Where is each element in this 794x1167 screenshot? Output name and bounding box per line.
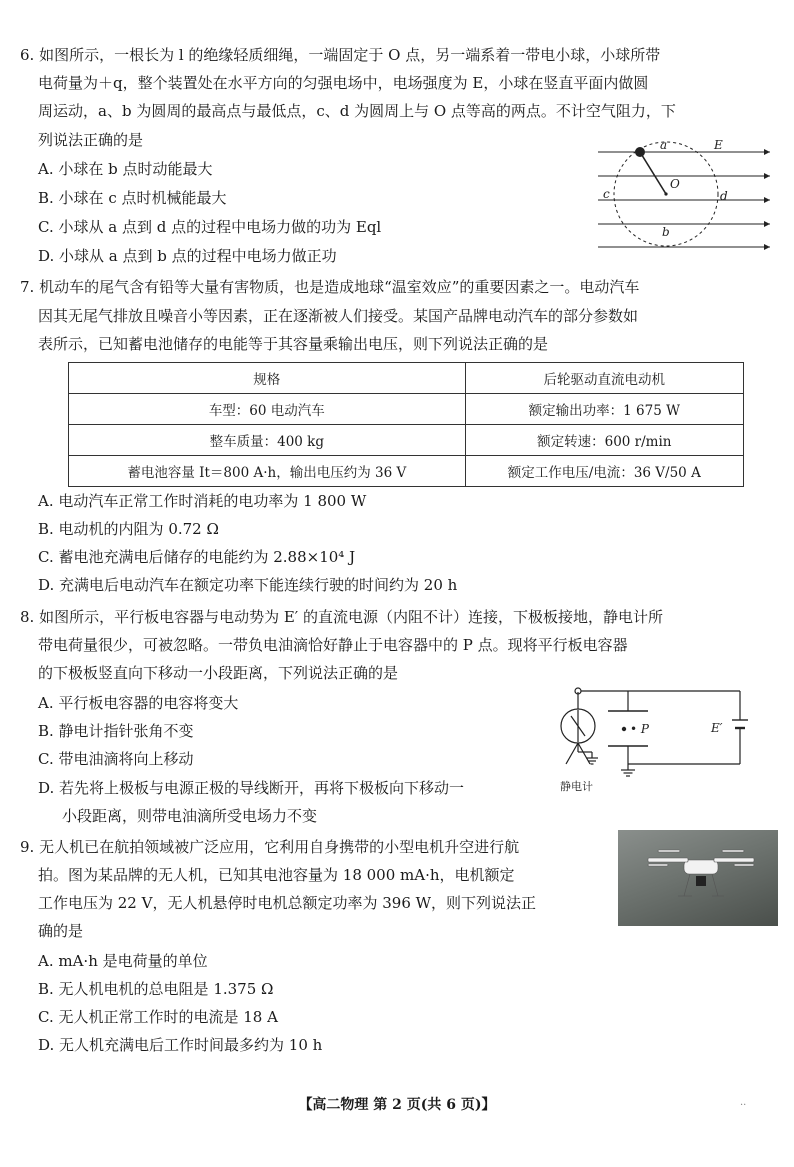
table-header-cell: 规格 [69,363,466,394]
q7-line-2: 因其无尾气排放且噪音小等因素，正在逐渐被人们接受。某国产品牌电动汽车的部分参数如 [38,307,639,325]
q8-line-3: 的下极板竖直向下移动一小段距离，下列说法正确的是 [38,664,399,682]
q9-option-d: D. 无人机充满电后工作时间最多约为 10 h [38,1036,323,1054]
table-header-cell: 后轮驱动直流电动机 [465,363,743,394]
q9-option-a: A. mA·h 是电荷量的单位 [38,952,208,970]
q6-circle-field-diagram [594,134,774,254]
q6-label-a: a [660,138,668,152]
table-cell: 蓄电池容量 It＝800 A·h，输出电压约为 36 V [69,456,466,487]
table-header-row [69,363,744,394]
q6-label-c: c [603,187,610,201]
q7-line-3: 表所示，已知蓄电池储存的电能等于其容量乘输出电压，则下列说法正确的是 [38,335,549,353]
q8-line-2: 带电荷量很少，可被忽略。一带负电油滴恰好静止于电容器中的 P 点。现将平行板电容器 [38,636,628,654]
q6-label-e: E [714,138,723,152]
q6-label-b: b [662,225,670,239]
q9-line-4: 确的是 [38,922,84,940]
q8-label-electrometer: 静电计 [560,780,593,793]
q7-line-1: 7. 机动车的尾气含有铅等大量有害物质，也是造成地球“温室效应”的重要因素之一。电动汽车 [20,278,640,296]
q8-option-c: C. 带电油滴将向上移动 [38,750,194,768]
table-cell: 额定转速：600 r/min [465,425,743,456]
table-cell: 整车质量：400 kg [69,425,466,456]
q6-option-d: D. 小球从 a 点到 b 点的过程中电场力做正功 [38,247,337,265]
q7-option-a: A. 电动汽车正常工作时消耗的电功率为 1 800 W [38,492,367,510]
q7-option-c: C. 蓄电池充满电后储存的电能约为 2.88×10⁴ J [38,548,356,566]
q7-option-d: D. 充满电后电动汽车在额定功率下能连续行驶的时间约为 20 h [38,576,458,594]
q8-label-e-prime: E′ [711,721,723,735]
table-cell: 额定输出功率：1 675 W [465,394,743,425]
q6-option-b: B. 小球在 c 点时机械能最大 [38,189,227,207]
q6-label-d: d [720,189,728,203]
q8-capacitor-circuit-diagram [548,686,760,806]
q7-spec-table [68,362,744,487]
table-row [69,425,744,456]
q6-line-1: 6. 如图所示，一根长为 l 的绝缘轻质细绳，一端固定于 O 点，另一端系着一带电小球，小球所带 [20,46,661,64]
q6-option-a: A. 小球在 b 点时动能最大 [38,160,213,178]
q8-label-p: • P [630,722,649,736]
q9-line-2: 拍。图为某品牌的无人机，已知其电池容量为 18 000 mA·h，电机额定 [38,866,515,884]
q8-option-d-cont: 小段距离，则带电油滴所受电场力不变 [62,807,318,825]
q6-line-4: 列说法正确的是 [38,131,144,149]
table-cell: 额定工作电压/电流：36 V/50 A [465,456,743,487]
q8-line-1: 8. 如图所示，平行板电容器与电动势为 E′ 的直流电源（内阻不计）连接，下极板接地，静电计所 [20,608,663,626]
q6-label-o: O [670,177,680,191]
q7-option-b: B. 电动机的内阻为 0.72 Ω [38,520,219,538]
q8-option-d: D. 若先将上极板与电源正极的导线断开，再将下极板向下移动一 [38,779,465,797]
q8-option-a: A. 平行板电容器的电容将变大 [38,694,239,712]
q9-option-c: C. 无人机正常工作时的电流是 18 A [38,1008,278,1026]
table-row [69,394,744,425]
table-row [69,456,744,487]
drone-icon [618,830,778,926]
q6-line-2: 电荷量为＋q，整个装置处在水平方向的匀强电场中，电场强度为 E，小球在竖直平面内做圆 [38,74,649,92]
q6-line-3: 周运动，a、b 为圆周的最高点与最低点，c、d 为圆周上与 O 点等高的两点。不计空气阻力，下 [38,102,676,120]
q9-option-b: B. 无人机电机的总电阻是 1.375 Ω [38,980,274,998]
drone-photo [618,830,778,926]
corner-mark: ·· [740,1100,747,1111]
table-cell: 车型：60 电动汽车 [69,394,466,425]
q6-option-c: C. 小球从 a 点到 d 点的过程中电场力做的功为 Eql [38,218,382,236]
q9-line-3: 工作电压为 22 V，无人机悬停时电机总额定功率为 396 W，则下列说法正 [38,894,537,912]
q8-option-b: B. 静电计指针张角不变 [38,722,194,740]
q9-line-1: 9. 无人机已在航拍领域被广泛应用，它利用自身携带的小型电机升空进行航 [20,838,520,856]
page-footer: 【高二物理 第 2 页(共 6 页)】 [298,1097,496,1113]
